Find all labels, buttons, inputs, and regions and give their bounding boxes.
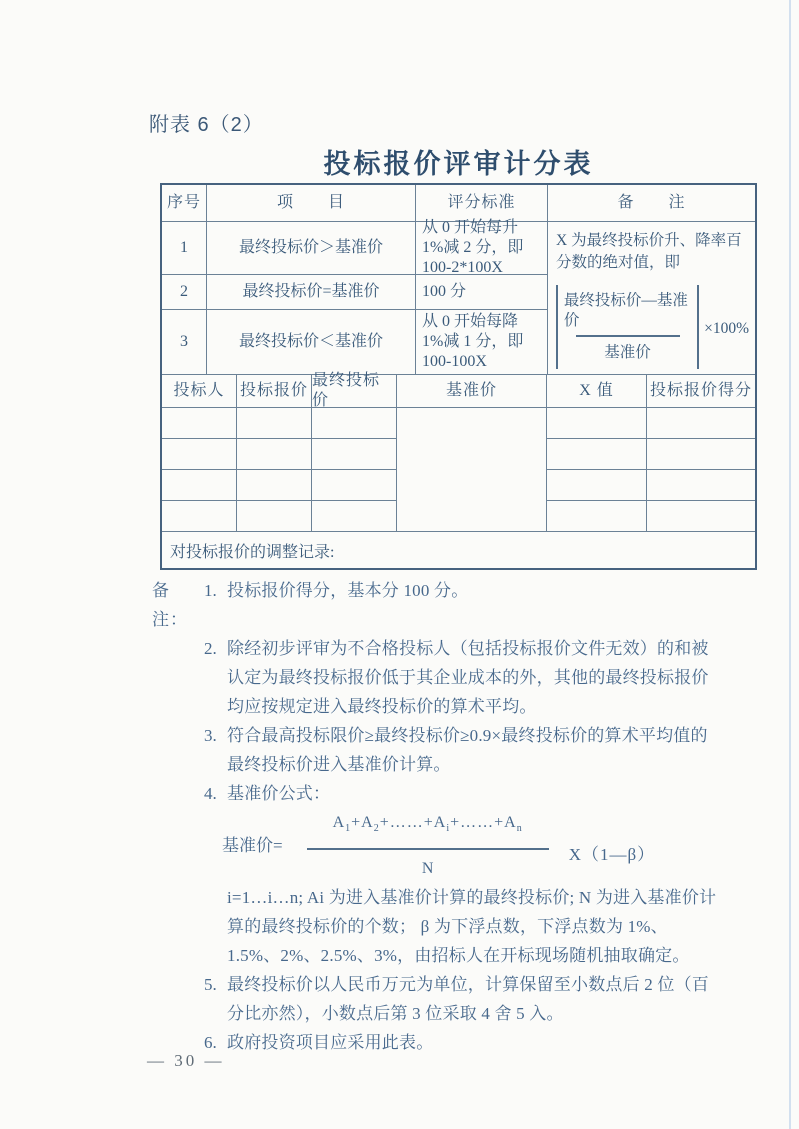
empty-cell	[312, 439, 397, 470]
formula-lhs: 基准价=	[222, 836, 283, 856]
note-item-4	[152, 779, 718, 808]
bid-col-header-bidder: 投标人	[162, 375, 237, 408]
empty-cell	[547, 501, 647, 532]
empty-cell	[237, 501, 312, 532]
empty-cell	[647, 439, 755, 470]
row3-criteria: 从 0 开始每降 1%减 1 分，即 100-100X	[416, 310, 548, 375]
empty-cell	[237, 439, 312, 470]
notes-section	[152, 576, 718, 1057]
remark-merged-cell	[548, 222, 755, 375]
page-title: 投标报价评审计分表	[323, 149, 594, 179]
note-item-6	[152, 1028, 718, 1057]
scan-edge-line	[789, 0, 791, 1129]
note-text: 投标报价得分，基本分 100 分。	[227, 581, 469, 600]
empty-cell	[237, 470, 312, 501]
formula-rhs: X（1—β）	[568, 845, 656, 865]
note-item-1	[152, 576, 718, 634]
empty-cell	[162, 470, 237, 501]
note-number: 1.	[204, 581, 217, 600]
bid-col-header-final-price: 最终投标价	[312, 375, 397, 408]
formula-denominator: N	[421, 860, 434, 878]
formula-numerator: $A_1+A_2+\dots\dots+A_i+\dots\dots+A_n$	[307, 808, 549, 850]
note-item-5	[152, 970, 718, 1028]
note-item-2	[152, 634, 718, 721]
row1-item: 最终投标价＞基准价	[207, 222, 416, 275]
note-text: 除经初步评审为不合格投标人（包括投标报价文件无效）的和被认定为最终投标报价低于其企业成本的外，其他的最终投标报价均应按规定进入最终投标价的算术平均。	[227, 639, 709, 716]
note-text: 政府投资项目应采用此表。	[227, 1033, 434, 1053]
empty-cell	[312, 501, 397, 532]
row1-criteria: 从 0 开始每升 1%减 2 分，即 100-2*100X	[416, 222, 548, 275]
x-value-formula	[556, 285, 749, 369]
note-number: 5.	[204, 975, 217, 995]
annex-label: 附表 6（2）	[149, 114, 264, 136]
fraction-numerator: 最终投标价—基准价	[563, 292, 688, 329]
empty-cell	[647, 501, 755, 532]
formula-explanation-row	[152, 883, 718, 970]
note-number: 2.	[204, 639, 217, 658]
empty-cell	[547, 408, 647, 439]
note-number: 3.	[204, 726, 217, 745]
page-number: — 30 —	[147, 1051, 225, 1070]
bid-col-header-bid-price: 投标报价	[237, 375, 312, 408]
formula-fraction	[307, 808, 549, 883]
score-table	[160, 183, 757, 570]
col-header-criteria: 评分标准	[416, 185, 548, 222]
empty-cell	[162, 501, 237, 532]
base-price-merged-cell	[397, 408, 547, 532]
row1-no: 1	[162, 222, 207, 275]
bid-col-header-base-price: 基准价	[397, 375, 547, 408]
formula-explanation: i=1…i…n; Ai 为进入基准价计算的最终投标价; N 为进入基准价计算的最终投标价的个数； β 为下浮点数，下浮点数为 1%、1.5%、2%、2.5%、3%，由招标人在开标现场随机抽取确定。	[227, 888, 717, 966]
adjustment-record-row: 对投标报价的调整记录:	[170, 543, 335, 561]
notes-label: 备注：	[152, 581, 188, 629]
base-price-formula	[222, 808, 718, 883]
bid-table-section	[162, 372, 755, 532]
row2-no: 2	[162, 275, 207, 310]
empty-cell	[647, 408, 755, 439]
empty-cell	[237, 408, 312, 439]
col-header-remark: 备 注	[548, 185, 755, 222]
note-text: 符合最高投标限价≥最终投标价≥0.9×最终投标价的算术平均值的最终投标价进入基准价计算。	[227, 726, 708, 774]
row2-criteria: 100 分	[416, 275, 548, 310]
score-table-criteria-section	[162, 185, 755, 375]
empty-cell	[162, 439, 237, 470]
row3-no: 3	[162, 310, 207, 375]
col-header-item: 项 目	[207, 185, 416, 222]
empty-cell	[312, 408, 397, 439]
note-number: 4.	[204, 784, 217, 803]
remark-text: X 为最终投标价升、降率百分数的绝对值，即	[556, 232, 742, 272]
fraction	[558, 291, 697, 362]
note-text: 最终投标价以人民币万元为单位，计算保留至小数点后 2 位（百分比亦然），小数点后第 3 位采取 4 舍 5 入。	[227, 975, 709, 1024]
note-number: 6.	[204, 1033, 217, 1053]
empty-cell	[162, 408, 237, 439]
bid-col-header-score: 投标报价得分	[647, 375, 755, 408]
col-header-no: 序号	[162, 185, 207, 222]
note-item-3	[152, 721, 718, 779]
fraction-suffix: ×100%	[704, 320, 749, 338]
note-text: 基准价公式：	[227, 784, 331, 803]
abs-bar-right	[697, 285, 699, 369]
empty-cell	[647, 470, 755, 501]
row2-item: 最终投标价=基准价	[207, 275, 416, 310]
row3-item: 最终投标价＜基准价	[207, 310, 416, 375]
empty-cell	[547, 470, 647, 501]
empty-cell	[312, 470, 397, 501]
empty-cell	[547, 439, 647, 470]
fraction-denominator: 基准价	[604, 344, 651, 362]
bid-col-header-x-value: X 值	[547, 375, 647, 408]
